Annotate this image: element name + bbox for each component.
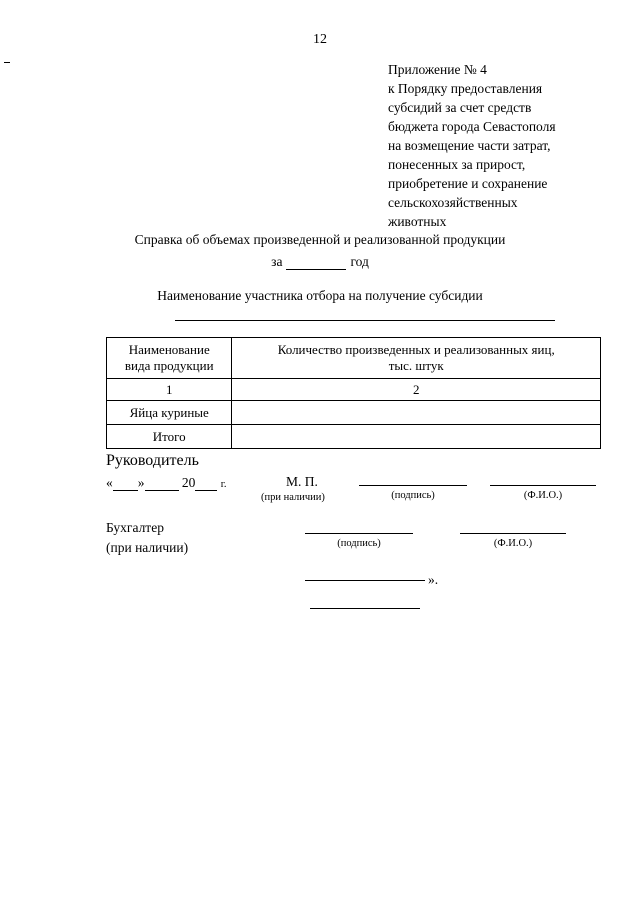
date-line [106,475,227,491]
table-column-number-2: 2 [232,379,601,401]
year-suffix-label: год [350,254,369,269]
table-row [107,425,601,449]
table-header-row [107,338,601,379]
page-number: 12 [313,32,327,47]
reporting-year-line [0,254,640,270]
production-table [106,337,601,449]
accountant-signature-blank[interactable] [305,533,413,534]
accountant-label: Бухгалтер [106,520,164,535]
accountant-name-caption: (Ф.И.О.) [493,538,533,549]
stamp-sub-label: (при наличии) [261,492,325,503]
participant-name-label: Наименование участника отбора на получение субсидии [157,288,483,303]
table-header-product-type-line1: Наименование [128,342,210,357]
document-title: Справка об объемах произведенной и реализованной продукции [134,232,506,247]
closing-blank-line[interactable] [305,580,425,581]
appendix-header-line-6: понесенных за прирост, [388,157,526,172]
table-cell-product-name-1: Яйца куриные [107,401,232,425]
accountant-name-blank[interactable] [460,533,566,534]
appendix-header-block [388,60,618,231]
year-prefix-label: за [271,254,283,269]
date-month-blank[interactable] [145,477,179,491]
stamp-label: М. П. [286,474,318,489]
date-quote-close: » [137,475,145,490]
appendix-header-line-3: субсидий за счет средств [388,100,532,115]
table-numbering-row [107,379,601,401]
table-header-quantity [232,338,601,379]
appendix-header-line-5: на возмещение части затрат, [388,138,551,153]
table-header-product-type-line2: вида продукции [124,358,214,373]
table-cell-quantity-2[interactable] [232,425,601,449]
director-name-caption: (Ф.И.О.) [523,490,563,501]
date-year-blank[interactable] [195,477,217,491]
appendix-header-line-7: приобретение и сохранение [388,176,548,191]
date-quote-open: « [106,475,113,490]
table-cell-product-name-2: Итого [107,425,232,449]
accountant-sub-label: (при наличии) [106,540,189,555]
date-day-blank[interactable] [113,477,138,491]
appendix-header-line-2: к Порядку предоставления [388,81,543,96]
closing-quote-mark: ». [428,572,439,587]
appendix-header-line-9: животных [388,214,447,229]
table-cell-quantity-1[interactable] [232,401,601,425]
date-year-prefix: 20 [181,475,196,490]
table-row [107,401,601,425]
table-column-number-1: 1 [107,379,232,401]
appendix-header-line-4: бюджета города Севастополя [388,119,556,134]
participant-name-blank-field[interactable] [175,320,555,321]
final-blank-line[interactable] [310,608,420,609]
accountant-label-block [106,518,188,558]
date-year-suffix: г. [220,479,227,490]
table-header-product-type [107,338,232,379]
appendix-header-line-1: Приложение № 4 [388,62,487,77]
director-name-blank[interactable] [490,485,596,486]
table-header-quantity-line1: Количество произведенных и реализованных яиц, [277,342,555,357]
director-signature-blank[interactable] [359,485,467,486]
accountant-signature-caption: (подпись) [337,538,381,549]
director-signature-caption: (подпись) [391,490,435,501]
year-blank-field[interactable] [286,256,346,270]
table-header-quantity-line2: тыс. штук [388,358,444,373]
margin-tick-mark [4,62,10,63]
appendix-header-line-8: сельскохозяйственных [388,195,518,210]
director-label: Руководитель [106,452,199,469]
